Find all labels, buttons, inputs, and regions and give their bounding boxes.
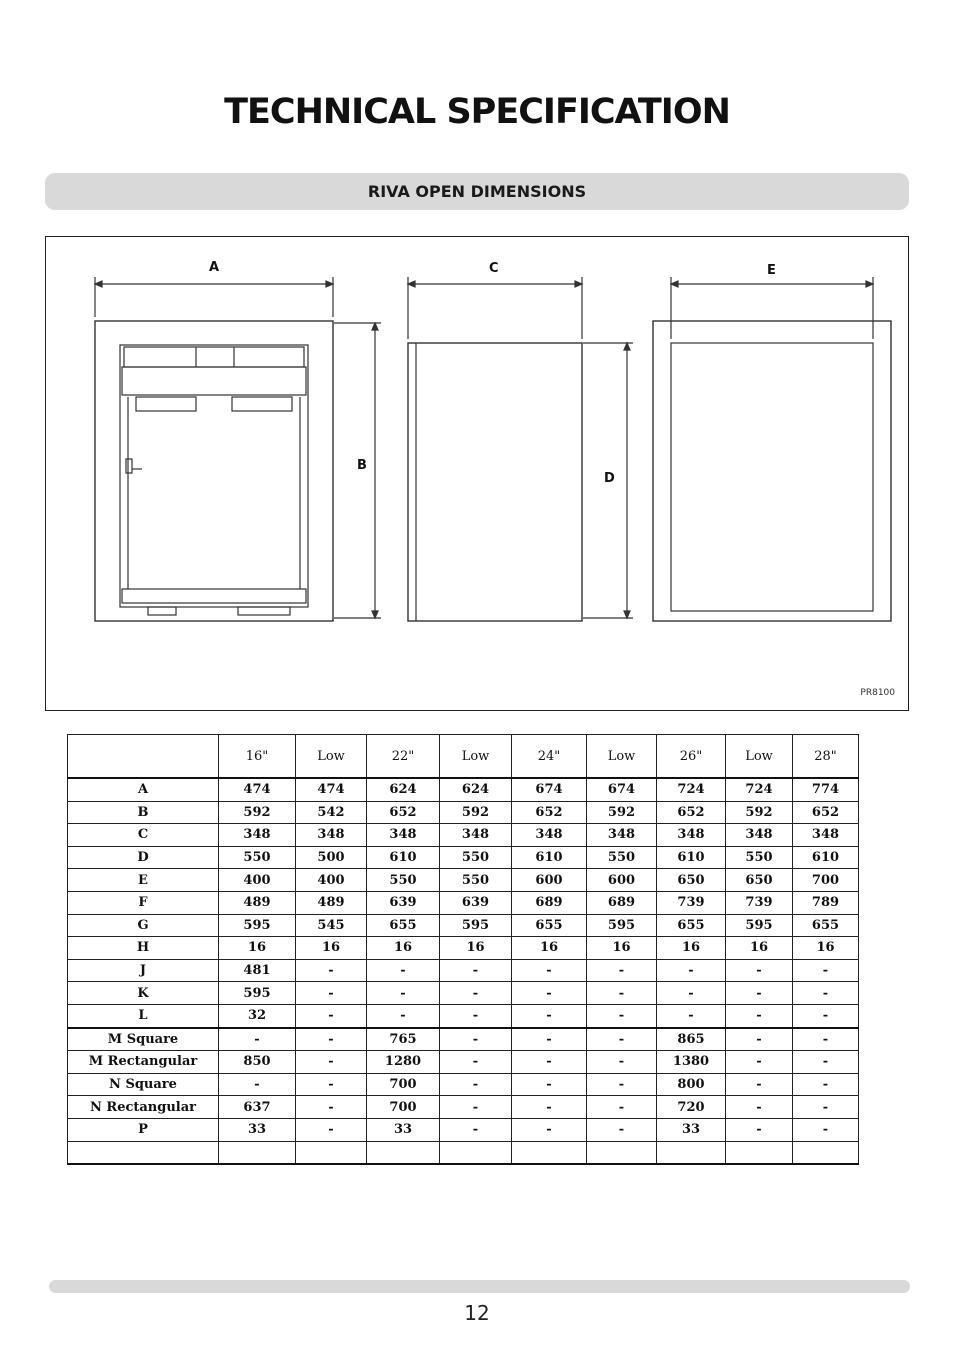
table-cell: 550 — [726, 846, 793, 869]
table-cell: 348 — [512, 824, 587, 847]
table-cell: 600 — [587, 869, 657, 892]
row-label: L — [68, 1004, 219, 1027]
row-label: B — [68, 801, 219, 824]
table-cell: 348 — [440, 824, 512, 847]
label-a: A — [209, 260, 220, 275]
table-cell: - — [367, 1004, 440, 1027]
table-cell: - — [296, 1096, 367, 1119]
table-cell: 481 — [219, 959, 296, 982]
table-cell: - — [296, 1118, 367, 1141]
row-label: A — [68, 778, 219, 801]
table-cell: 474 — [219, 778, 296, 801]
dimensions-table — [67, 734, 859, 1165]
table-cell: 652 — [657, 801, 726, 824]
table-cell: 800 — [657, 1073, 726, 1096]
table-row — [68, 1118, 859, 1141]
table-cell: 739 — [726, 891, 793, 914]
section-title: RIVA OPEN DIMENSIONS — [367, 182, 587, 201]
table-row — [68, 937, 859, 960]
table-cell: 655 — [512, 914, 587, 937]
row-label: H — [68, 937, 219, 960]
table-cell: 348 — [367, 824, 440, 847]
table-cell: 550 — [440, 846, 512, 869]
empty-cell — [512, 1141, 587, 1164]
table-cell: 550 — [367, 869, 440, 892]
table-cell: - — [440, 1073, 512, 1096]
table-cell: - — [296, 959, 367, 982]
table-cell: 739 — [657, 891, 726, 914]
column-header: 28" — [793, 735, 859, 779]
table-cell: 600 — [512, 869, 587, 892]
table-cell: 32 — [219, 1004, 296, 1027]
empty-cell — [657, 1141, 726, 1164]
row-label: N Rectangular — [68, 1096, 219, 1119]
table-cell: 595 — [726, 914, 793, 937]
table-blank-row — [68, 1141, 859, 1164]
table-cell: - — [296, 1051, 367, 1074]
table-row — [68, 1096, 859, 1119]
row-label: D — [68, 846, 219, 869]
table-cell: 33 — [367, 1118, 440, 1141]
table-cell: - — [512, 1096, 587, 1119]
row-label: C — [68, 824, 219, 847]
table-cell: 765 — [367, 1028, 440, 1051]
table-cell: - — [440, 982, 512, 1005]
table-row — [68, 982, 859, 1005]
table-row — [68, 891, 859, 914]
table-row — [68, 1028, 859, 1051]
empty-cell — [296, 1141, 367, 1164]
table-cell: - — [296, 1073, 367, 1096]
table-cell: 592 — [587, 801, 657, 824]
table-cell: 655 — [657, 914, 726, 937]
row-label: F — [68, 891, 219, 914]
table-cell: 639 — [440, 891, 512, 914]
table-cell: 592 — [219, 801, 296, 824]
empty-cell — [68, 1141, 219, 1164]
table-cell: 624 — [440, 778, 512, 801]
table-cell: - — [793, 1028, 859, 1051]
table-cell: 33 — [219, 1118, 296, 1141]
table-cell: 489 — [296, 891, 367, 914]
table-cell: 348 — [296, 824, 367, 847]
table-cell: 850 — [219, 1051, 296, 1074]
column-header: 16" — [219, 735, 296, 779]
table-cell: 655 — [367, 914, 440, 937]
table-cell: 674 — [587, 778, 657, 801]
table-cell: 595 — [219, 982, 296, 1005]
table-cell: - — [440, 1004, 512, 1027]
table-row — [68, 801, 859, 824]
table-row — [68, 1051, 859, 1074]
page-number: 12 — [464, 1301, 490, 1325]
table-cell: 610 — [512, 846, 587, 869]
table-cell: 16 — [587, 937, 657, 960]
column-header: 26" — [657, 735, 726, 779]
table-cell: - — [726, 1096, 793, 1119]
table-cell: - — [587, 1096, 657, 1119]
table-cell: - — [512, 1073, 587, 1096]
table-cell: - — [793, 959, 859, 982]
table-cell: 720 — [657, 1096, 726, 1119]
empty-cell — [440, 1141, 512, 1164]
table-cell: - — [440, 1118, 512, 1141]
empty-cell — [726, 1141, 793, 1164]
table-cell: 16 — [726, 937, 793, 960]
table-cell: - — [440, 959, 512, 982]
empty-cell — [219, 1141, 296, 1164]
table-cell: - — [219, 1028, 296, 1051]
table-header-row — [68, 735, 859, 779]
table-cell: 595 — [219, 914, 296, 937]
table-cell: 592 — [726, 801, 793, 824]
column-header: Low — [726, 735, 793, 779]
table-cell: - — [726, 1028, 793, 1051]
table-cell: 650 — [726, 869, 793, 892]
label-b: B — [357, 458, 367, 473]
table-cell: 348 — [657, 824, 726, 847]
row-label: K — [68, 982, 219, 1005]
table-cell: 500 — [296, 846, 367, 869]
table-cell: - — [367, 982, 440, 1005]
table-cell: 639 — [367, 891, 440, 914]
side-view-outline — [408, 343, 582, 621]
table-cell: 550 — [219, 846, 296, 869]
table-cell: 348 — [219, 824, 296, 847]
table-cell: 348 — [726, 824, 793, 847]
table-row — [68, 778, 859, 801]
empty-cell — [587, 1141, 657, 1164]
table-row — [68, 914, 859, 937]
table-cell: 16 — [219, 937, 296, 960]
table-cell: 865 — [657, 1028, 726, 1051]
column-header: Low — [587, 735, 657, 779]
table-cell: - — [440, 1028, 512, 1051]
table-cell: - — [587, 1028, 657, 1051]
table-cell: - — [440, 1096, 512, 1119]
row-label: J — [68, 959, 219, 982]
table-cell: 16 — [793, 937, 859, 960]
table-cell: - — [657, 1004, 726, 1027]
table-row — [68, 1073, 859, 1096]
table-cell: 348 — [793, 824, 859, 847]
dimension-diagram — [45, 236, 909, 711]
table-cell: - — [587, 1118, 657, 1141]
table-cell: 400 — [296, 869, 367, 892]
page-title: TECHNICAL SPECIFICATION — [224, 92, 730, 132]
table-cell: 652 — [512, 801, 587, 824]
table-cell: 595 — [440, 914, 512, 937]
table-cell: 595 — [587, 914, 657, 937]
table-cell: - — [219, 1073, 296, 1096]
label-d: D — [604, 471, 615, 486]
column-header: 24" — [512, 735, 587, 779]
table-cell: 652 — [367, 801, 440, 824]
table-cell: - — [587, 982, 657, 1005]
front-view-outline — [95, 321, 333, 621]
table-cell: 689 — [512, 891, 587, 914]
rear-view-outline — [653, 321, 891, 621]
table-cell: 16 — [657, 937, 726, 960]
table-cell: 592 — [440, 801, 512, 824]
table-cell: - — [440, 1051, 512, 1074]
table-cell: 724 — [726, 778, 793, 801]
empty-cell — [793, 1141, 859, 1164]
table-cell: - — [512, 1004, 587, 1027]
table-cell: 489 — [219, 891, 296, 914]
table-cell: 674 — [512, 778, 587, 801]
label-e: E — [767, 263, 776, 278]
table-cell: 348 — [587, 824, 657, 847]
table-cell: - — [367, 959, 440, 982]
row-label: E — [68, 869, 219, 892]
table-cell: - — [726, 982, 793, 1005]
table-row — [68, 959, 859, 982]
table-cell: - — [296, 982, 367, 1005]
table-cell: - — [587, 959, 657, 982]
table-cell: 16 — [367, 937, 440, 960]
table-cell: - — [512, 1118, 587, 1141]
header-blank-cell — [68, 735, 219, 779]
table-cell: 637 — [219, 1096, 296, 1119]
table-cell: - — [512, 1051, 587, 1074]
table-cell: - — [793, 1004, 859, 1027]
table-cell: 1280 — [367, 1051, 440, 1074]
table-cell: 16 — [296, 937, 367, 960]
table-cell: - — [587, 1004, 657, 1027]
table-cell: - — [793, 1096, 859, 1119]
table-cell: - — [793, 1118, 859, 1141]
table-cell: 610 — [657, 846, 726, 869]
column-header: Low — [296, 735, 367, 779]
table-cell: - — [587, 1073, 657, 1096]
table-cell: - — [726, 1004, 793, 1027]
column-header: 22" — [367, 735, 440, 779]
table-cell: 655 — [793, 914, 859, 937]
diagram-drawing — [46, 237, 908, 710]
table-cell: - — [793, 982, 859, 1005]
row-label: G — [68, 914, 219, 937]
table-cell: 400 — [219, 869, 296, 892]
table-cell: 1380 — [657, 1051, 726, 1074]
table-cell: - — [726, 1051, 793, 1074]
table-cell: 474 — [296, 778, 367, 801]
section-header — [45, 173, 909, 210]
diagram-code: PR8100 — [860, 688, 895, 698]
table-cell: 789 — [793, 891, 859, 914]
column-header: Low — [440, 735, 512, 779]
table-cell: - — [726, 1073, 793, 1096]
footer-bar — [49, 1280, 910, 1293]
table-cell: 542 — [296, 801, 367, 824]
row-label: N Square — [68, 1073, 219, 1096]
table-cell: - — [296, 1028, 367, 1051]
table-cell: 700 — [367, 1073, 440, 1096]
table-cell: - — [587, 1051, 657, 1074]
table-cell: - — [512, 959, 587, 982]
table-cell: 16 — [512, 937, 587, 960]
table-cell: - — [657, 982, 726, 1005]
table-row — [68, 846, 859, 869]
row-label: M Square — [68, 1028, 219, 1051]
table-cell: - — [726, 1118, 793, 1141]
table-cell: 610 — [793, 846, 859, 869]
table-cell: - — [793, 1073, 859, 1096]
table-cell: 774 — [793, 778, 859, 801]
table-cell: 652 — [793, 801, 859, 824]
table-cell: 724 — [657, 778, 726, 801]
table-cell: 550 — [587, 846, 657, 869]
label-c: C — [489, 261, 499, 276]
table-cell: - — [512, 982, 587, 1005]
table-cell: 33 — [657, 1118, 726, 1141]
table-row — [68, 869, 859, 892]
table-row — [68, 824, 859, 847]
table-cell: - — [512, 1028, 587, 1051]
table-row — [68, 1004, 859, 1027]
table-cell: - — [793, 1051, 859, 1074]
table-cell: 650 — [657, 869, 726, 892]
row-label: M Rectangular — [68, 1051, 219, 1074]
empty-cell — [367, 1141, 440, 1164]
table-cell: - — [726, 959, 793, 982]
table-cell: 610 — [367, 846, 440, 869]
table-cell: 700 — [367, 1096, 440, 1119]
table-cell: 624 — [367, 778, 440, 801]
table-cell: 545 — [296, 914, 367, 937]
table-cell: 550 — [440, 869, 512, 892]
table-cell: 16 — [440, 937, 512, 960]
table-cell: - — [657, 959, 726, 982]
row-label: P — [68, 1118, 219, 1141]
table-cell: - — [296, 1004, 367, 1027]
table-cell: 689 — [587, 891, 657, 914]
table-cell: 700 — [793, 869, 859, 892]
